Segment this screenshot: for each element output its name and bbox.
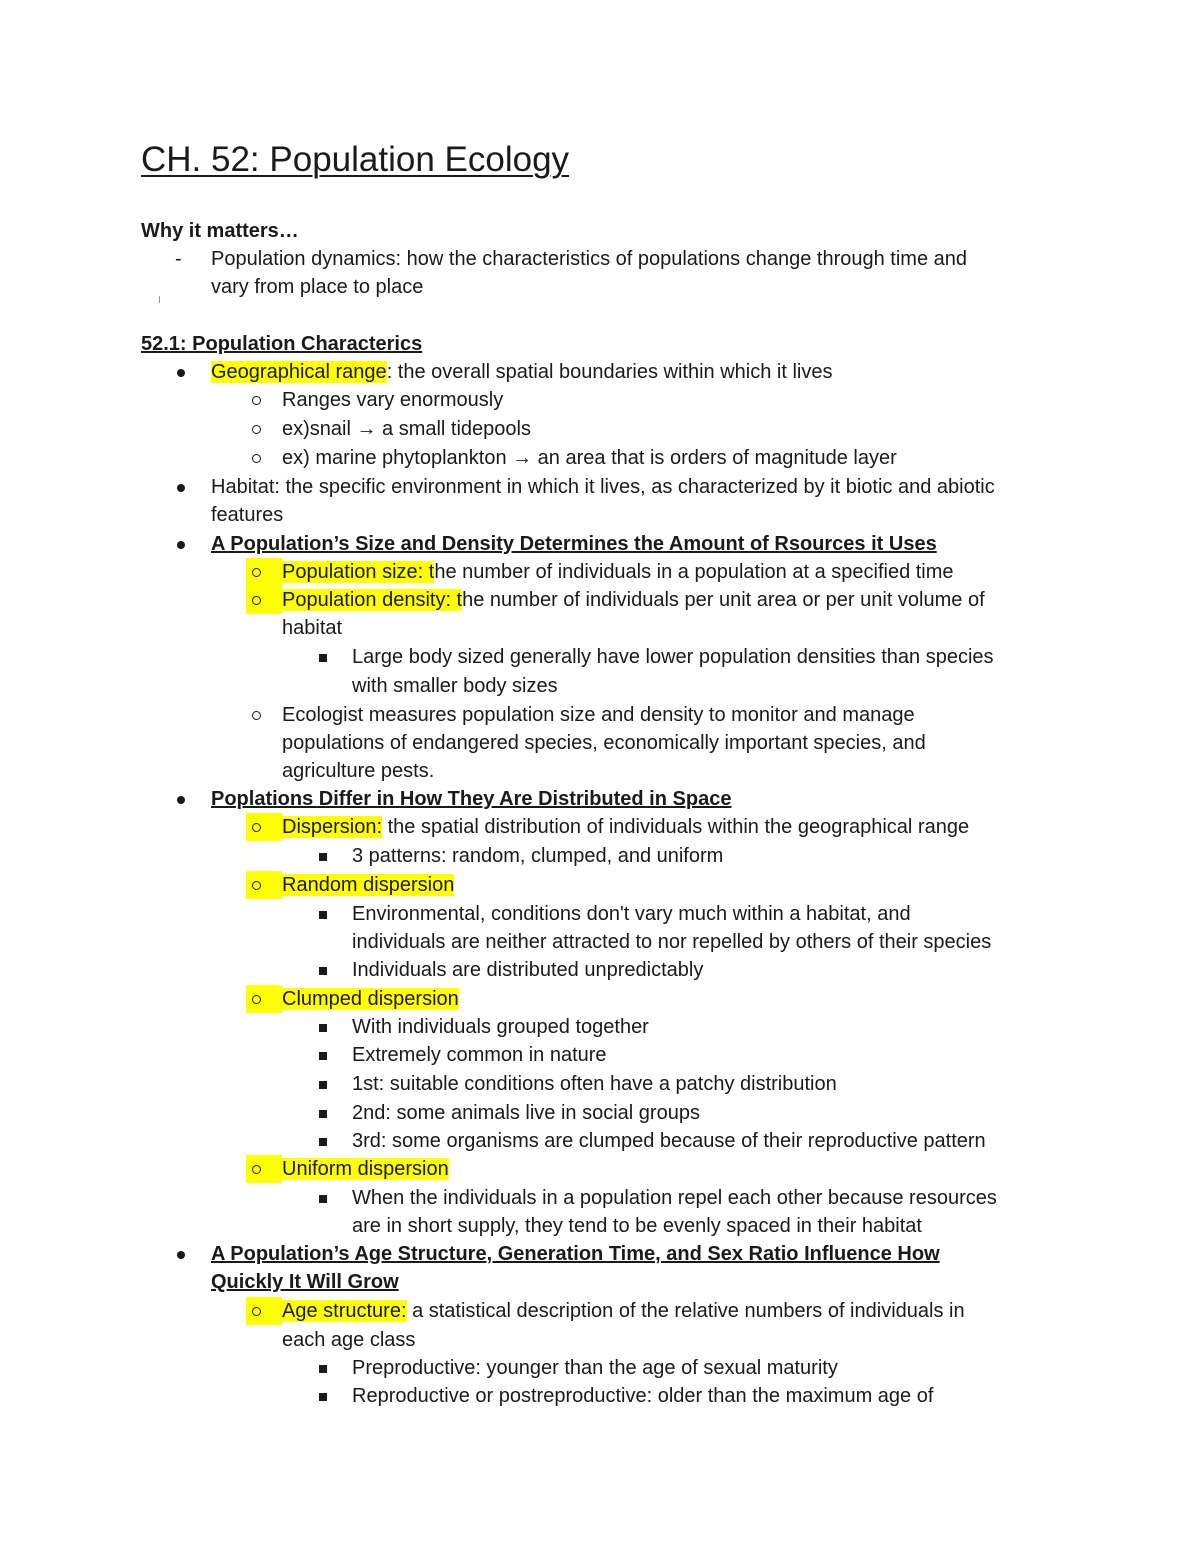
- list-item: Preproductive: younger than the age of sexual maturity: [352, 1357, 838, 1379]
- list-item-continuation: populations of endangered species, economically important species, and: [282, 732, 926, 754]
- why-heading: Why it matters…: [141, 220, 299, 242]
- why-text-line-1: Population dynamics: how the characteristics of populations change through time and: [211, 248, 968, 270]
- dash-bullet: -: [175, 248, 182, 270]
- list-item-continuation: each age class: [282, 1329, 416, 1351]
- cursor-mark: [159, 296, 160, 303]
- list-item: [282, 813, 969, 841]
- bullet-square-icon: [313, 1070, 333, 1098]
- why-text-line-2: vary from place to place: [211, 276, 424, 298]
- list-item: [282, 1297, 965, 1325]
- bullet-square-icon: [313, 956, 333, 984]
- list-item: [282, 985, 459, 1013]
- list-item-continuation: features: [211, 504, 284, 526]
- list-item: [282, 871, 454, 899]
- bullet-ring-icon: [246, 701, 266, 729]
- bullet-ring-icon: [246, 586, 266, 614]
- subsection-heading-continuation: Quickly It Will Grow: [211, 1271, 399, 1293]
- highlighted-term: Population size: t: [282, 561, 435, 583]
- subsection-heading: A Population’s Size and Density Determines the Amount of Rsources it Uses: [211, 533, 937, 555]
- subsection-heading: A Population’s Age Structure, Generation Time, and Sex Ratio Influence How: [211, 1243, 940, 1265]
- item-text: : the overall spatial boundaries within which it lives: [386, 361, 833, 383]
- bullet-square-icon: [313, 1382, 333, 1410]
- bullet-dot-icon: [171, 1240, 191, 1268]
- bullet-ring-icon: [246, 813, 266, 841]
- bullet-square-icon: [313, 1041, 333, 1069]
- section-heading: 52.1: Population Characterics: [141, 333, 423, 355]
- highlighted-term: Geographical range: [211, 361, 387, 383]
- item-text: he number of individuals in a population at a specified time: [434, 561, 954, 583]
- list-item-continuation: individuals are neither attracted to nor repelled by others of their species: [352, 931, 992, 953]
- bullet-ring-icon: [246, 1155, 266, 1183]
- list-item: Individuals are distributed unpredictably: [352, 959, 704, 981]
- list-item: [282, 1155, 449, 1183]
- item-text: a statistical description of the relative numbers of individuals in: [406, 1300, 965, 1322]
- bullet-ring-icon: [246, 871, 266, 899]
- list-item-continuation: habitat: [282, 617, 343, 639]
- bullet-dot-icon: [171, 358, 191, 386]
- bullet-dot-icon: [171, 473, 191, 501]
- bullet-ring-icon: [246, 386, 266, 414]
- list-item: 3rd: some organisms are clumped because of their reproductive pattern: [352, 1130, 986, 1152]
- bullet-square-icon: [313, 1127, 333, 1155]
- list-item: When the individuals in a population repel each other because resources: [352, 1187, 997, 1209]
- list-item: 1st: suitable conditions often have a patchy distribution: [352, 1073, 837, 1095]
- list-item-continuation: are in short supply, they tend to be evenly spaced in their habitat: [352, 1215, 922, 1237]
- list-item: With individuals grouped together: [352, 1016, 649, 1038]
- document-title: CH. 52: Population Ecology: [141, 140, 570, 179]
- list-item: Habitat: the specific environment in which it lives, as characterized by it biotic and abiotic: [211, 476, 995, 498]
- subsection-heading: Poplations Differ in How They Are Distributed in Space: [211, 788, 732, 810]
- highlighted-term: Population density: t: [282, 589, 463, 611]
- highlighted-term: Uniform dispersion: [282, 1158, 449, 1180]
- list-item: Environmental, conditions don't vary much within a habitat, and: [352, 903, 911, 925]
- list-item: Reproductive or postreproductive: older than the maximum age of: [352, 1385, 934, 1407]
- list-item: Ranges vary enormously: [282, 389, 504, 411]
- bullet-square-icon: [313, 1354, 333, 1382]
- bullet-ring-icon: [246, 444, 266, 472]
- bullet-square-icon: [313, 842, 333, 870]
- bullet-ring-icon: [246, 558, 266, 586]
- list-item: 3 patterns: random, clumped, and uniform: [352, 845, 724, 867]
- bullet-ring-icon: [246, 985, 266, 1013]
- bullet-square-icon: [313, 1013, 333, 1041]
- bullet-square-icon: [313, 1099, 333, 1127]
- list-item-continuation: agriculture pests.: [282, 760, 435, 782]
- item-text: he number of individuals per unit area or per unit volume of: [462, 589, 985, 611]
- item-text: the spatial distribution of individuals within the geographical range: [382, 816, 970, 838]
- bullet-dot-icon: [171, 530, 191, 558]
- bullet-dot-icon: [171, 785, 191, 813]
- list-item-continuation: with smaller body sizes: [352, 675, 558, 697]
- bullet-square-icon: [313, 643, 333, 671]
- list-item: Extremely common in nature: [352, 1044, 607, 1066]
- list-item: [282, 558, 954, 586]
- list-item: Large body sized generally have lower population densities than species: [352, 646, 994, 668]
- bullet-ring-icon: [246, 1297, 266, 1325]
- bullet-ring-icon: [246, 415, 266, 443]
- list-item: Ecologist measures population size and density to monitor and manage: [282, 704, 915, 726]
- highlighted-term: Dispersion:: [282, 816, 383, 838]
- bullet-square-icon: [313, 1184, 333, 1212]
- highlighted-term: Clumped dispersion: [282, 988, 459, 1010]
- list-item: ex)snail → a small tidepools: [282, 418, 531, 440]
- list-item: ex) marine phytoplankton → an area that is orders of magnitude layer: [282, 447, 897, 469]
- list-item: [282, 586, 985, 614]
- list-item: 2nd: some animals live in social groups: [352, 1102, 700, 1124]
- list-item: [211, 358, 832, 386]
- highlighted-term: Random dispersion: [282, 874, 455, 896]
- bullet-square-icon: [313, 900, 333, 928]
- highlighted-term: Age structure:: [282, 1300, 407, 1322]
